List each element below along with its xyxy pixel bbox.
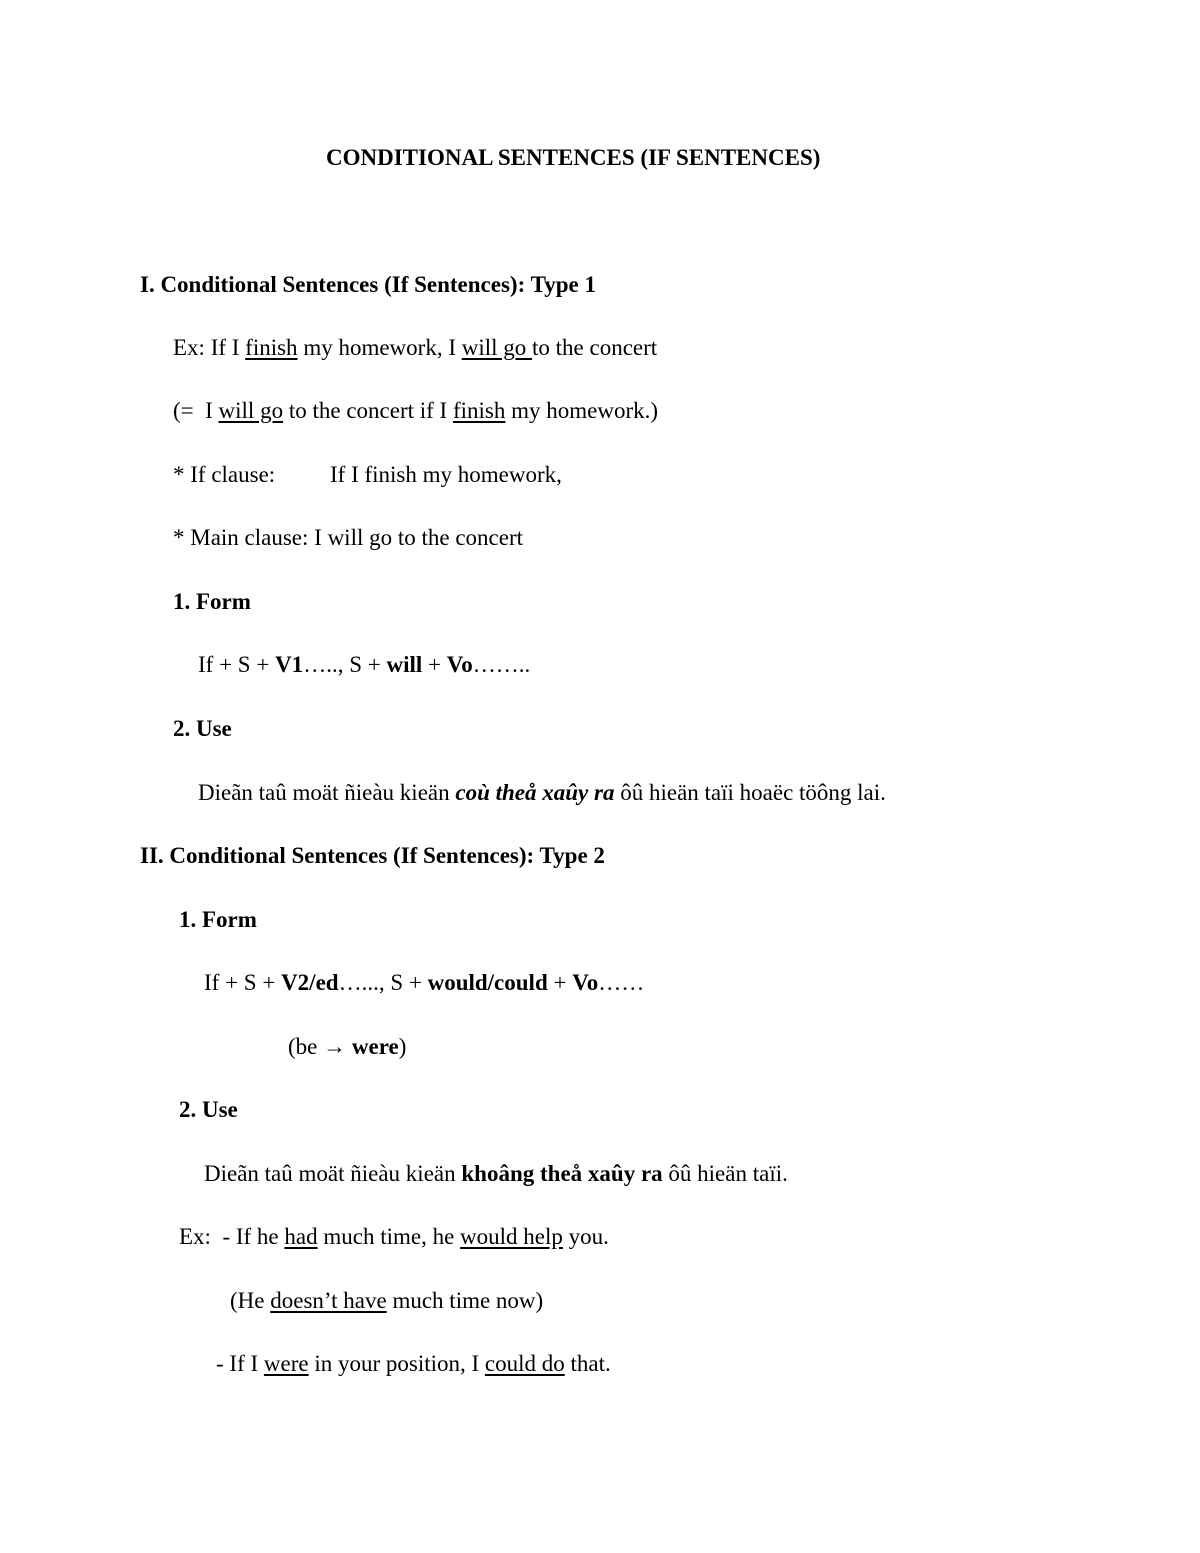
type1-example (173, 334, 657, 362)
text: much time now) (386, 1288, 544, 1313)
text: you. (562, 1224, 609, 1249)
bold-text: Vo (572, 970, 599, 995)
text: that. (564, 1351, 611, 1376)
text: (He (230, 1288, 271, 1313)
type2-form-heading: 1. Form (179, 907, 257, 932)
type2-form (204, 969, 644, 997)
text: Ex: If I (173, 335, 246, 360)
type1-use (198, 779, 886, 807)
type2-example-2 (216, 1350, 611, 1378)
underlined-text: will go (218, 398, 284, 423)
text: ) (398, 1034, 407, 1059)
right-arrow-icon: → (323, 1034, 347, 1059)
underlined-text: doesn’t have (270, 1288, 387, 1313)
text: ôû hieän taïi. (662, 1161, 788, 1186)
bold-italic-text: coù theå xaûy ra (455, 780, 615, 805)
underlined-text: had (284, 1224, 318, 1249)
section-heading-type1: I. Conditional Sentences (If Sentences): Type 1 (140, 272, 596, 297)
text: my homework, I (297, 335, 462, 360)
if-clause-label: * If clause: (173, 462, 276, 487)
type1-use-heading: 2. Use (173, 716, 232, 741)
section-heading-type2: II. Conditional Sentences (If Sentences): Type 2 (140, 843, 605, 868)
text: (be (288, 1034, 324, 1059)
underlined-text: were (263, 1351, 309, 1376)
type2-example-1-note (230, 1287, 543, 1315)
text: If + S + (198, 652, 276, 677)
text: Ex: - If he (179, 1224, 285, 1249)
text: to the concert if I (283, 398, 453, 423)
type1-example-equivalent (173, 397, 658, 425)
text: Dieãn taû moät ñieàu kieän (198, 780, 456, 805)
text: …….. (472, 652, 531, 677)
text: - If I (216, 1351, 264, 1376)
underlined-text: finish (245, 335, 298, 360)
bold-text: will (386, 652, 423, 677)
bold-text: V1 (275, 652, 304, 677)
text: …..., S + (338, 970, 428, 995)
type1-form (198, 651, 530, 679)
text: to the concert (532, 335, 658, 360)
bold-text: khoâng theå xaûy ra (461, 1161, 663, 1186)
text: in your position, I (308, 1351, 485, 1376)
if-clause-text: If I finish my homework, (330, 462, 562, 487)
text: Dieãn taû moät ñieàu kieän (204, 1161, 462, 1186)
text: + (547, 970, 573, 995)
text: …… (598, 970, 645, 995)
underlined-text: finish (452, 398, 506, 423)
bold-text: V2/ed (281, 970, 339, 995)
text: ….., S + (303, 652, 387, 677)
main-clause: * Main clause: I will go to the concert (173, 525, 524, 550)
type2-use (204, 1160, 788, 1188)
underlined-text: would help (460, 1224, 563, 1249)
underlined-text: could do (484, 1351, 565, 1376)
type1-form-heading: 1. Form (173, 589, 251, 614)
text: much time, he (317, 1224, 461, 1249)
bold-text: would/could (427, 970, 548, 995)
bold-text: Vo (446, 652, 473, 677)
text: my homework.) (505, 398, 659, 423)
document-title: CONDITIONAL SENTENCES (IF SENTENCES) (326, 145, 821, 170)
text: If + S + (204, 970, 282, 995)
bold-text: were (351, 1034, 399, 1059)
type2-example-1 (179, 1223, 609, 1251)
text: ôû hieän taïi hoaëc töông lai. (614, 780, 886, 805)
underlined-text: will go (461, 335, 533, 360)
text: + (422, 652, 447, 677)
type2-use-heading: 2. Use (179, 1097, 238, 1122)
text: (= I (173, 398, 219, 423)
be-were-note (288, 1033, 406, 1061)
